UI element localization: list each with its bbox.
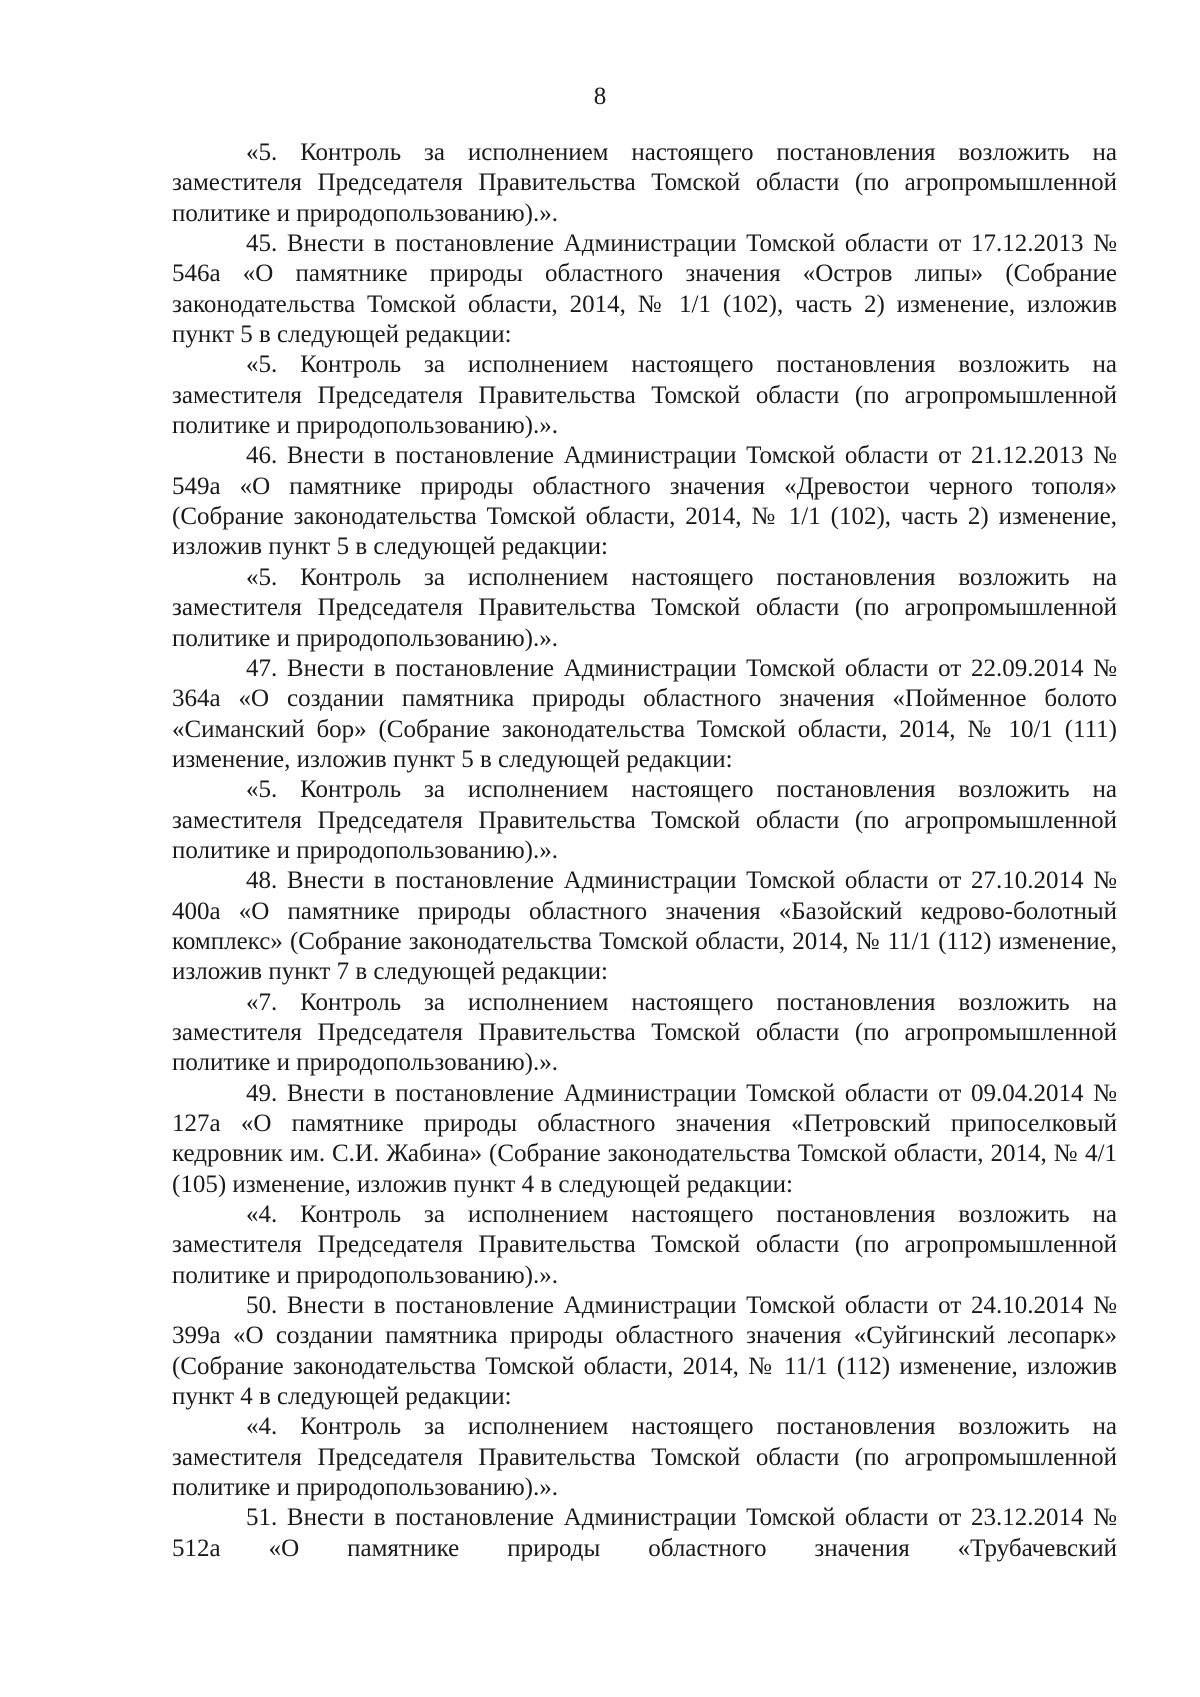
document-body	[172, 138, 1117, 1564]
amendment-quote: «4. Контроль за исполнением настоящего постановления возложить на заместителя Председателя Правительства Томской области (по агропромышленной политике и природопользованию).».	[172, 1201, 1117, 1289]
amendment-item-50: 50. Внести в постановление Администрации Томской области от 24.10.2014 № 399а «О создании памятника природы областного значения «Суйгинский лесопарк» (Собрание законодательства Томской области, 2014, № 11/1 (112) изменение, изложив пункт 4 в следующей редакции:	[172, 1292, 1117, 1411]
amendment-quote: «5. Контроль за исполнением настоящего постановления возложить на заместителя Председателя Правительства Томской области (по агропромышленной политике и природопользованию).».	[172, 563, 1117, 652]
amendment-quote: «4. Контроль за исполнением настоящего постановления возложить на заместителя Председателя Правительства Томской области (по агропромышленной политике и природопользованию).».	[172, 1413, 1117, 1502]
amendment-quote: «7. Контроль за исполнением настоящего постановления возложить на заместителя Председателя Правительства Томской области (по агропромышленной политике и природопользованию).».	[172, 988, 1117, 1077]
amendment-item-49: 49. Внести в постановление Администрации Томской области от 09.04.2014 № 127а «О памятнике природы областного значения «Петровский припоселковый кедровник им. С.И. Жабина» (Собрание законодательства Томской области, 2014, № 4/1 (105) изменение, изложив пункт 4 в следующей редакции:	[172, 1079, 1117, 1198]
amendment-quote: «5. Контроль за исполнением настоящего постановления возложить на заместителя Председателя Правительства Томской области (по агропромышленной политике и природопользованию).».	[172, 776, 1117, 864]
amendment-quote: «5. Контроль за исполнением настоящего постановления возложить на заместителя Председателя Правительства Томской области (по агропромышленной политике и природопользованию).».	[172, 139, 1117, 227]
page-number: 8	[593, 83, 607, 110]
amendment-item-45: 45. Внести в постановление Администрации Томской области от 17.12.2013 № 546а «О памятнике природы областного значения «Остров липы» (Собрание законодательства Томской области, 2014, № 1/1 (102), часть 2) изменение, изложив пункт 5 в следующей редакции:	[172, 230, 1117, 349]
amendment-item-46: 46. Внести в постановление Администрации Томской области от 21.12.2013 № 549а «О памятнике природы областного значения «Древостои черного тополя» (Собрание законодательства Томской области, 2014, № 1/1 (102), часть 2) изменение, изложив пункт 5 в следующей редакции:	[172, 442, 1117, 561]
amendment-quote: «5. Контроль за исполнением настоящего постановления возложить на заместителя Председателя Правительства Томской области (по агропромышленной политике и природопользованию).».	[172, 351, 1117, 440]
amendment-item-51: 51. Внести в постановление Администрации Томской области от 23.12.2014 № 512а «О памятнике природы областного значения «Трубачевский	[172, 1504, 1117, 1562]
amendment-item-47: 47. Внести в постановление Администрации Томской области от 22.09.2014 № 364а «О создании памятника природы областного значения «Пойменное болото «Симанский бор» (Собрание законодательства Томской области, 2014, № 10/1 (111) изменение, изложив пункт 5 в следующей редакции:	[172, 654, 1117, 773]
amendment-item-48: 48. Внести в постановление Администрации Томской области от 27.10.2014 № 400а «О памятнике природы областного значения «Базойский кедрово-болотный комплекс» (Собрание законодательства Томской области, 2014, № 11/1 (112) изменение, изложив пункт 7 в следующей редакции:	[172, 867, 1117, 986]
